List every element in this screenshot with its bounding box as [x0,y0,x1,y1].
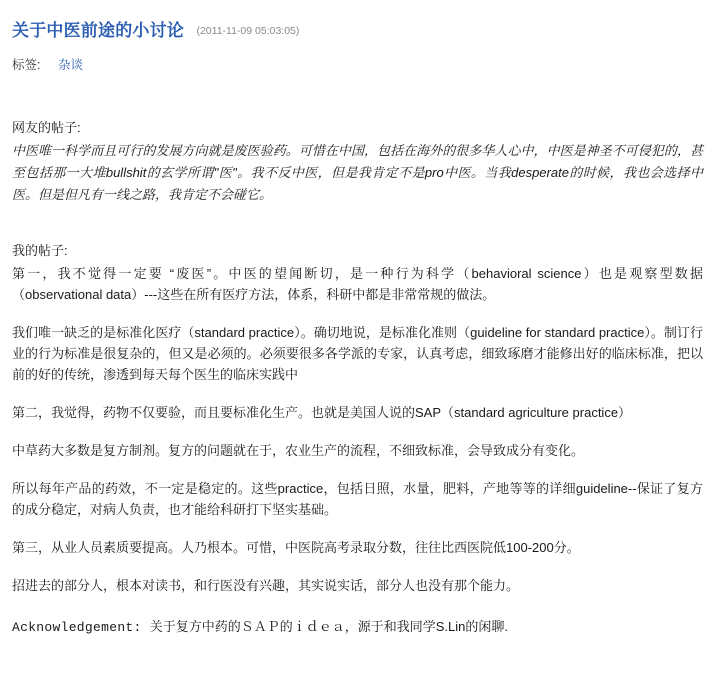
my-post-label: 我的帖子: [12,242,68,258]
paragraph-3: 第二，我觉得，药物不仅要验，而且要标准化生产。也就是美国人说的SAP（standard agriculture practice） [12,404,632,420]
page-title: 关于中医前途的小讨论 [12,21,184,40]
acknowledgement-label: Acknowledgement: [12,620,142,636]
tags-row [12,55,703,73]
paragraph-7: 招进去的部分人，根本对读书，和行医没有兴趣，其实说实话，部分人也没有那个能力。 [12,578,520,594]
paragraph-2: 我们唯一缺乏的是标准化医疗（standard practice）。确切地说，是标准化准则（guideline for standard practice）。制订行业的行为标准是很复杂的，但又是必须的。必须要很多各学派的专家，认真考虑，细致琢磨才能修出好的临床标准，把以前的好的传统，渗透到每天每个医生的临床实践中 [12,324,703,382]
paragraph-6: 第三，从业人员素质要提高。人乃根本。可惜，中医院高考录取分数，往往比西医院低100-200分。 [12,540,580,555]
post-date: (2011-11-09 05:03:05) [196,25,300,37]
paragraph-1: 第一，我不觉得一定要 “废医”。中医的望闻断切，是一种行为科学（behavioral science）也是观察型数据（observational data）---这些在所有医疗方法，体系，科研中都是非常常规的做法。 [12,265,703,302]
acknowledgement-text: 关于复方中药的ＳＡＰ的ｉｄｅａ，源于和我同学S.Lin的闲聊. [149,619,508,635]
paragraph-5: 所以每年产品的药效，不一定是稳定的。这些practice，包括日照，水量，肥料，产地等等的详细guideline--保证了复方的成分稳定，对病人负责，也才能给科研打下坚实基础。 [12,480,703,517]
friend-post-quote: 中医唯一科学而且可行的发展方向就是废医验药。可惜在中国，包括在海外的很多华人心中，中医是神圣不可侵犯的，甚至包括那一大堆bullshit的玄学所谓"医"。我不反中医，但是我肯定不是pro中医。当我desperate的时候，我也会选择中医。但是但凡有一线之路，我肯定不会碰它。 [12,143,703,202]
post-header [12,16,703,41]
acknowledgement-line [12,616,703,638]
friend-post-label: 网友的帖子: [12,120,81,135]
post-body [12,117,703,638]
paragraph-4: 中草药大多数是复方制剂。复方的问题就在于，农业生产的流程，不细致标准，会导致成分有变化。 [12,442,585,458]
tags-label: 标签: [12,58,41,72]
tag-link-zatan[interactable]: 杂谈 [57,58,83,72]
